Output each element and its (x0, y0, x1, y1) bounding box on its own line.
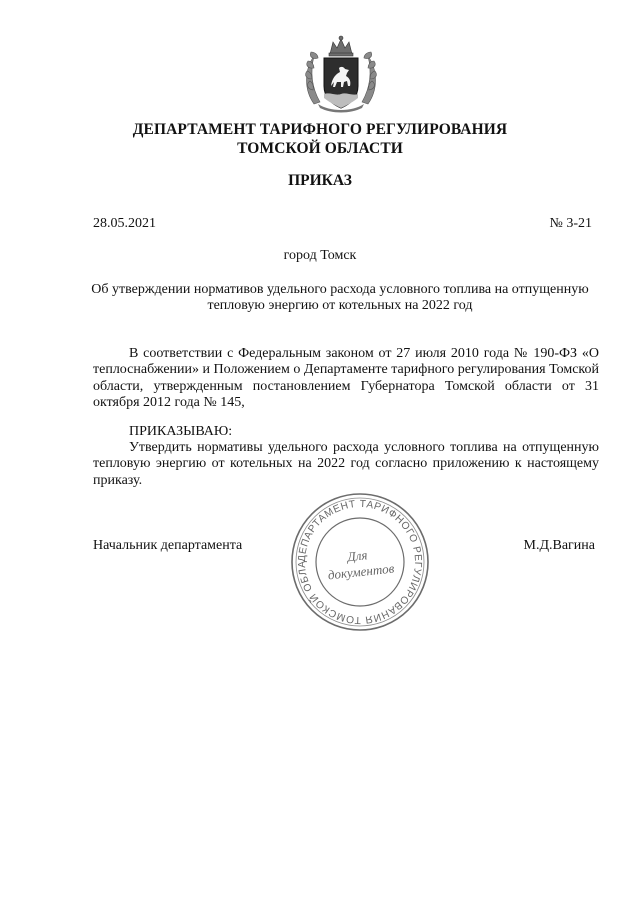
preamble-paragraph: В соответствии с Федеральным законом от 27 июля 2010 года № 190-ФЗ «О теплоснабжении» и Положением о Департаменте тарифного регулирования Томской области, утвержденным постановлением Губернатора Томской области от 31 октября 2012 года № 145, (93, 346, 599, 410)
coat-of-arms-icon (300, 34, 382, 116)
department-title-line2: ТОМСКОЙ ОБЛАСТИ (237, 140, 403, 157)
order-subject: Об утверждении нормативов удельного расхода условного топлива на отпущенную тепловую энергию от котельных на 2022 год (91, 282, 589, 313)
decree-paragraph: Утвердить нормативы удельного расхода условного топлива на отпущенную тепловую энергию от котельных на 2022 год согласно приложению к настоящему приказу. (93, 440, 599, 488)
stamp-outer-text: ДЕПАРТАМЕНТ ТАРИФНОГО РЕГУЛИРОВАНИЯ ТОМСКОЙ ОБЛА (296, 498, 424, 626)
department-title (0, 120, 640, 158)
order-number: № 3-21 (549, 216, 592, 231)
order-date: 28.05.2021 (93, 216, 156, 231)
document-type: ПРИКАЗ (288, 172, 352, 189)
official-stamp (288, 490, 432, 634)
city: город Томск (283, 248, 357, 263)
department-title-line1: ДЕПАРТАМЕНТ ТАРИФНОГО РЕГУЛИРОВАНИЯ (132, 121, 508, 138)
decree-word: ПРИКАЗЫВАЮ: (129, 424, 233, 439)
stamp-inner-line2: документов (327, 560, 395, 583)
signer-title: Начальник департамента (93, 538, 243, 553)
stamp-inner-line1: Для (346, 547, 369, 565)
signer-name: М.Д.Вагина (523, 538, 595, 553)
